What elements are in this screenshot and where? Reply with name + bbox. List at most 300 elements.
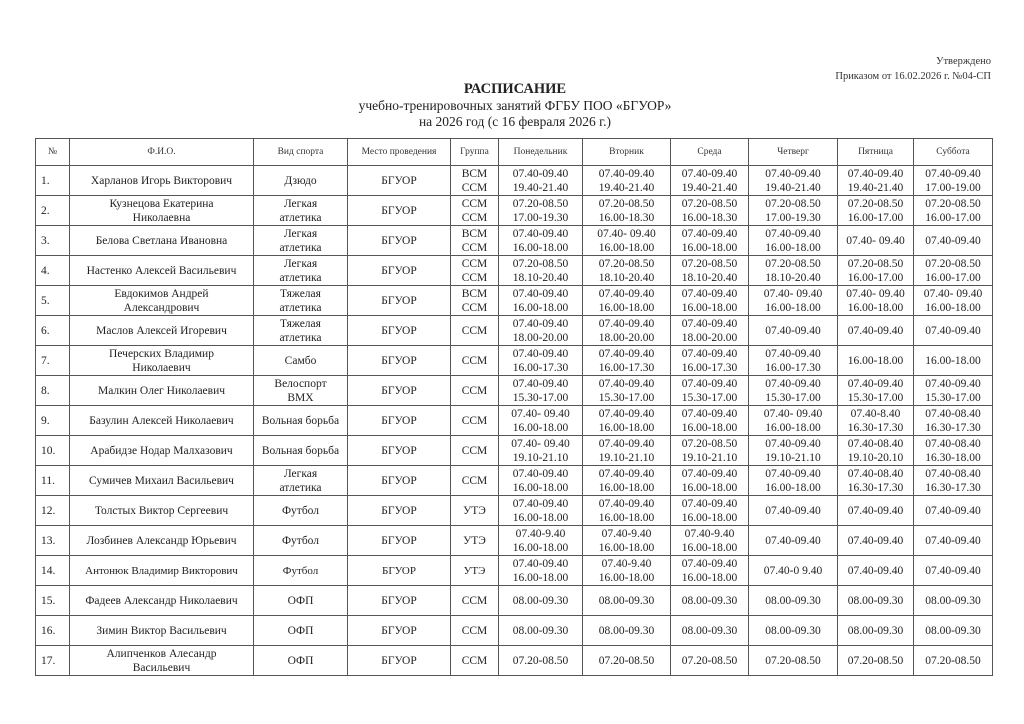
- cell-saturday: [914, 376, 993, 406]
- cell-thursday: [749, 616, 838, 646]
- cell-wednesday: [671, 646, 749, 676]
- table-row: [36, 376, 993, 406]
- cell-sport-line: атлетика: [279, 241, 322, 254]
- cell-wednesday: [671, 286, 749, 316]
- cell-sport-line: атлетика: [279, 331, 322, 344]
- approval-line-1: Утверждено: [936, 56, 991, 67]
- cell-thursday-line: 07.40-09.40: [765, 467, 821, 480]
- cell-tuesday: [583, 376, 671, 406]
- cell-sport-line: Тяжелая: [280, 287, 321, 300]
- cell-group: [451, 226, 499, 256]
- cell-wednesday-line: 16.00-17.30: [681, 361, 738, 374]
- cell-tuesday-line: 07.20-08.50: [598, 654, 655, 667]
- cell-name-line: Фадеев Александр Николаевич: [85, 594, 238, 607]
- cell-wednesday: [671, 316, 749, 346]
- cell-friday-line: 07.40-08.40: [847, 467, 904, 480]
- cell-wednesday: [671, 256, 749, 286]
- cell-thursday-line: 08.00-09.30: [765, 624, 821, 637]
- cell-name: [70, 526, 254, 556]
- cell-wednesday-line: 07.40-09.40: [681, 557, 738, 570]
- cell-monday-line: 07.20-08.50: [512, 654, 569, 667]
- cell-monday: [499, 196, 583, 226]
- cell-tuesday-line: 16.00-18.00: [598, 421, 655, 434]
- cell-group: [451, 616, 499, 646]
- cell-wednesday-line: 07.40-09.40: [681, 317, 738, 330]
- table-row: [36, 166, 993, 196]
- cell-wednesday: [671, 196, 749, 226]
- cell-name-line: Николаевич: [132, 361, 191, 374]
- cell-saturday-line: 07.40-09.40: [925, 377, 981, 390]
- cell-friday-line: 16.00-18.00: [847, 301, 904, 314]
- cell-friday: [838, 286, 914, 316]
- cell-tuesday-line: 19.10-21.10: [598, 451, 655, 464]
- cell-tuesday-line: 18.00-20.00: [598, 331, 655, 344]
- cell-thursday: [749, 316, 838, 346]
- cell-name: [70, 496, 254, 526]
- cell-thursday-line: 07.20-08.50: [765, 197, 821, 210]
- cell-friday: [838, 376, 914, 406]
- cell-saturday: [914, 196, 993, 226]
- cell-thursday-line: 15.30-17.00: [765, 391, 821, 404]
- cell-monday-line: 07.40-9.40: [515, 527, 566, 540]
- cell-saturday-line: 07.40-09.40: [925, 324, 981, 337]
- cell-wednesday-line: 15.30-17.00: [681, 391, 738, 404]
- table-row: [36, 436, 993, 466]
- table-row: [36, 556, 993, 586]
- cell-group: [451, 586, 499, 616]
- cell-name-line: Арабидзе Нодар Малхазович: [90, 444, 233, 457]
- cell-thursday: [749, 406, 838, 436]
- cell-monday-line: 07.20-08.50: [512, 197, 569, 210]
- cell-tuesday: [583, 436, 671, 466]
- cell-saturday: [914, 316, 993, 346]
- cell-monday-line: 16.00-18.00: [512, 511, 569, 524]
- cell-wednesday-line: 07.40-09.40: [681, 377, 738, 390]
- cell-tuesday: [583, 256, 671, 286]
- cell-friday-line: 16.30-17.30: [847, 481, 904, 494]
- cell-group-line: ССМ: [461, 197, 488, 210]
- cell-num: 13.: [36, 526, 70, 556]
- cell-name: [70, 466, 254, 496]
- cell-thursday: [749, 166, 838, 196]
- cell-thursday-line: 19.10-21.10: [765, 451, 821, 464]
- cell-thursday: [749, 286, 838, 316]
- title-main: РАСПИСАНИЕ: [463, 81, 567, 97]
- cell-tuesday-line: 18.10-20.40: [598, 271, 655, 284]
- cell-friday-line: 07.40-09.40: [847, 534, 904, 547]
- header-row: [36, 139, 993, 166]
- cell-thursday: [749, 556, 838, 586]
- cell-thursday-line: 07.40-09.40: [765, 437, 821, 450]
- cell-place: БГУОР: [348, 616, 451, 646]
- cell-friday: [838, 526, 914, 556]
- cell-monday: [499, 616, 583, 646]
- cell-saturday-line: 07.40-08.40: [925, 437, 981, 450]
- header-name: Ф.И.О.: [70, 139, 254, 166]
- cell-monday-line: 16.00-18.00: [512, 481, 569, 494]
- cell-wednesday: [671, 616, 749, 646]
- cell-saturday-line: 16.00-18.00: [925, 301, 981, 314]
- cell-sport-line: Вольная борьба: [261, 414, 340, 427]
- cell-saturday-line: 16.00-17.00: [925, 211, 981, 224]
- cell-saturday-line: 16.30-17.30: [925, 481, 981, 494]
- cell-group-line: ССМ: [461, 241, 488, 254]
- cell-group: [451, 406, 499, 436]
- cell-thursday: [749, 436, 838, 466]
- cell-group-line: ССМ: [461, 301, 488, 314]
- cell-friday: [838, 316, 914, 346]
- cell-place: БГУОР: [348, 526, 451, 556]
- cell-sport: [254, 526, 348, 556]
- cell-name-line: Базулин Алексей Николаевич: [89, 414, 234, 427]
- cell-wednesday-line: 07.20-08.50: [681, 197, 738, 210]
- cell-place: БГУОР: [348, 496, 451, 526]
- cell-wednesday-line: 08.00-09.30: [681, 624, 738, 637]
- cell-wednesday-line: 16.00-18.00: [681, 241, 738, 254]
- cell-tuesday-line: 07.40-09.40: [598, 347, 655, 360]
- cell-saturday-line: 17.00-19.00: [925, 181, 981, 194]
- cell-monday-line: 16.00-18.00: [512, 541, 569, 554]
- cell-group: [451, 436, 499, 466]
- table-row: [36, 226, 993, 256]
- cell-thursday-line: 16.00-18.00: [765, 241, 821, 254]
- cell-name: [70, 616, 254, 646]
- cell-friday-line: 07.40-09.40: [847, 324, 904, 337]
- title-subtitle-2: на 2026 год (с 16 февраля 2026 г.): [418, 114, 612, 129]
- cell-tuesday-line: 07.20-08.50: [598, 197, 655, 210]
- cell-sport-line: атлетика: [279, 301, 322, 314]
- cell-saturday-line: 07.40- 09.40: [923, 287, 983, 300]
- cell-tuesday-line: 16.00-18.00: [598, 511, 655, 524]
- cell-num: 2.: [36, 196, 70, 226]
- cell-wednesday-line: 07.40-09.40: [681, 467, 738, 480]
- cell-group-line: ССМ: [461, 414, 488, 427]
- cell-saturday-line: 16.30-18.00: [925, 451, 981, 464]
- header-group: Группа: [451, 139, 499, 166]
- cell-name-line: Алипченков Алесандр: [106, 647, 217, 660]
- cell-name: [70, 346, 254, 376]
- approval-stamp: [835, 54, 991, 84]
- cell-wednesday: [671, 166, 749, 196]
- cell-friday-line: 07.40-8.40: [850, 407, 901, 420]
- schedule-table: [35, 138, 993, 676]
- cell-wednesday-line: 07.40-09.40: [681, 407, 738, 420]
- cell-saturday: [914, 646, 993, 676]
- cell-place: БГУОР: [348, 286, 451, 316]
- cell-tuesday-line: 16.00-18.00: [598, 241, 655, 254]
- cell-sport-line: Легкая: [283, 467, 318, 480]
- cell-group: [451, 316, 499, 346]
- cell-thursday: [749, 376, 838, 406]
- cell-thursday-line: 07.40-09.40: [765, 324, 821, 337]
- cell-monday: [499, 586, 583, 616]
- cell-tuesday-line: 07.20-08.50: [598, 257, 655, 270]
- cell-wednesday-line: 07.40-9.40: [684, 527, 735, 540]
- cell-tuesday: [583, 316, 671, 346]
- cell-friday: [838, 406, 914, 436]
- cell-saturday: [914, 436, 993, 466]
- cell-name-line: Николаевна: [132, 211, 191, 224]
- cell-thursday-line: 16.00-17.30: [765, 361, 821, 374]
- cell-wednesday-line: 07.20-08.50: [681, 654, 738, 667]
- cell-name: [70, 406, 254, 436]
- cell-tuesday-line: 07.40-09.40: [598, 287, 655, 300]
- cell-monday: [499, 316, 583, 346]
- cell-group-line: ССМ: [461, 624, 488, 637]
- cell-thursday: [749, 646, 838, 676]
- cell-saturday: [914, 286, 993, 316]
- cell-monday-line: 18.10-20.40: [512, 271, 569, 284]
- cell-saturday-line: 07.40-08.40: [925, 407, 981, 420]
- cell-sport-line: Легкая: [283, 257, 318, 270]
- cell-monday: [499, 256, 583, 286]
- cell-tuesday-line: 07.40- 09.40: [597, 227, 656, 240]
- cell-wednesday-line: 07.20-08.50: [681, 437, 738, 450]
- cell-thursday: [749, 256, 838, 286]
- cell-group-line: ВСМ: [461, 227, 488, 240]
- cell-sport: [254, 166, 348, 196]
- cell-tuesday-line: 07.40-9.40: [601, 557, 652, 570]
- cell-sport-line: Тяжелая: [280, 317, 321, 330]
- cell-sport: [254, 556, 348, 586]
- cell-name-line: Печерских Владимир: [109, 347, 214, 360]
- cell-friday-line: 15.30-17.00: [847, 391, 904, 404]
- cell-thursday-line: 07.40- 09.40: [763, 407, 823, 420]
- cell-name: [70, 226, 254, 256]
- cell-friday: [838, 496, 914, 526]
- table-row: [36, 526, 993, 556]
- cell-friday: [838, 436, 914, 466]
- cell-place: БГУОР: [348, 346, 451, 376]
- cell-saturday-line: 16.00-18.00: [925, 354, 981, 367]
- cell-monday-line: 19.10-21.10: [512, 451, 569, 464]
- cell-wednesday: [671, 226, 749, 256]
- approval-line-2: Приказом от 16.02.2026 г. №04-СП: [835, 71, 991, 82]
- cell-saturday-line: 08.00-09.30: [925, 624, 981, 637]
- cell-num: 8.: [36, 376, 70, 406]
- cell-sport-line: Футбол: [281, 504, 320, 517]
- cell-wednesday: [671, 436, 749, 466]
- cell-name: [70, 196, 254, 226]
- cell-group-line: ССМ: [461, 181, 488, 194]
- cell-place: БГУОР: [348, 586, 451, 616]
- cell-name-line: Кузнецова Екатерина: [109, 197, 214, 210]
- cell-tuesday-line: 07.40-09.40: [598, 167, 655, 180]
- header-num: №: [36, 139, 70, 166]
- cell-tuesday-line: 07.40-09.40: [598, 437, 655, 450]
- cell-wednesday: [671, 406, 749, 436]
- cell-tuesday-line: 07.40-09.40: [598, 317, 655, 330]
- cell-thursday: [749, 226, 838, 256]
- cell-thursday-line: 07.20-08.50: [765, 654, 821, 667]
- cell-name-line: Толстых Виктор Сергеевич: [94, 504, 229, 517]
- cell-name-line: Евдокимов Андрей: [114, 287, 209, 300]
- cell-tuesday: [583, 466, 671, 496]
- cell-num: 16.: [36, 616, 70, 646]
- cell-group-line: УТЭ: [463, 564, 486, 577]
- cell-tuesday: [583, 556, 671, 586]
- cell-num: 11.: [36, 466, 70, 496]
- cell-name-line: Настенко Алексей Васильевич: [86, 264, 237, 277]
- cell-group-line: ССМ: [461, 384, 488, 397]
- cell-group: [451, 376, 499, 406]
- cell-num: 12.: [36, 496, 70, 526]
- cell-thursday-line: 17.00-19.30: [765, 211, 821, 224]
- cell-group-line: ВСМ: [461, 287, 488, 300]
- cell-wednesday-line: 07.40-09.40: [681, 347, 738, 360]
- cell-place: БГУОР: [348, 556, 451, 586]
- cell-group-line: ССМ: [461, 271, 488, 284]
- cell-monday: [499, 286, 583, 316]
- cell-sport: [254, 256, 348, 286]
- cell-tuesday-line: 08.00-09.30: [598, 594, 655, 607]
- cell-tuesday-line: 19.40-21.40: [598, 181, 655, 194]
- cell-thursday-line: 07.40-0 9.40: [763, 564, 823, 577]
- cell-sport: [254, 466, 348, 496]
- cell-name: [70, 646, 254, 676]
- cell-num: 10.: [36, 436, 70, 466]
- cell-num: 4.: [36, 256, 70, 286]
- table-row: [36, 496, 993, 526]
- cell-tuesday-line: 16.00-18.00: [598, 571, 655, 584]
- cell-wednesday-line: 19.10-21.10: [681, 451, 738, 464]
- document-title: [300, 81, 730, 130]
- cell-thursday-line: 07.40- 09.40: [763, 287, 823, 300]
- cell-saturday: [914, 166, 993, 196]
- cell-wednesday-line: 07.40-09.40: [681, 287, 738, 300]
- cell-tuesday-line: 16.00-18.00: [598, 301, 655, 314]
- cell-saturday: [914, 226, 993, 256]
- cell-group-line: УТЭ: [463, 504, 486, 517]
- cell-sport: [254, 586, 348, 616]
- cell-group-line: ССМ: [461, 257, 488, 270]
- cell-monday-line: 07.40- 09.40: [511, 437, 570, 450]
- cell-saturday: [914, 556, 993, 586]
- header-thursday: Четверг: [749, 139, 838, 166]
- cell-saturday-line: 07.40-08.40: [925, 467, 981, 480]
- cell-wednesday-line: 07.40-09.40: [681, 227, 738, 240]
- cell-friday-line: 08.00-09.30: [847, 624, 904, 637]
- cell-sport-line: Легкая: [283, 197, 318, 210]
- cell-friday-line: 19.40-21.40: [847, 181, 904, 194]
- cell-monday-line: 07.40-09.40: [512, 377, 569, 390]
- cell-sport-line: Дзюдо: [284, 174, 317, 187]
- cell-monday-line: 07.20-08.50: [512, 257, 569, 270]
- cell-num: 9.: [36, 406, 70, 436]
- cell-saturday-line: 07.20-08.50: [925, 654, 981, 667]
- cell-monday: [499, 436, 583, 466]
- cell-monday: [499, 526, 583, 556]
- cell-monday-line: 16.00-17.30: [512, 361, 569, 374]
- cell-num: 6.: [36, 316, 70, 346]
- cell-saturday: [914, 346, 993, 376]
- cell-friday: [838, 196, 914, 226]
- cell-tuesday: [583, 496, 671, 526]
- cell-monday: [499, 496, 583, 526]
- cell-saturday: [914, 406, 993, 436]
- cell-monday: [499, 376, 583, 406]
- cell-saturday-line: 16.30-17.30: [925, 421, 981, 434]
- cell-tuesday: [583, 646, 671, 676]
- cell-thursday-line: 07.40-09.40: [765, 377, 821, 390]
- cell-monday: [499, 556, 583, 586]
- cell-group-line: ССМ: [461, 324, 488, 337]
- cell-name: [70, 436, 254, 466]
- cell-sport: [254, 646, 348, 676]
- cell-saturday-line: 07.20-08.50: [925, 257, 981, 270]
- cell-group-line: ВСМ: [461, 167, 488, 180]
- cell-saturday: [914, 586, 993, 616]
- cell-group-line: ССМ: [461, 594, 488, 607]
- cell-group: [451, 196, 499, 226]
- cell-place: БГУОР: [348, 226, 451, 256]
- cell-friday-line: 07.40-08.40: [847, 437, 904, 450]
- cell-friday: [838, 166, 914, 196]
- cell-thursday-line: 16.00-18.00: [765, 421, 821, 434]
- cell-tuesday-line: 07.40-09.40: [598, 377, 655, 390]
- cell-monday-line: 07.40-09.40: [512, 167, 569, 180]
- cell-tuesday-line: 07.40-09.40: [598, 497, 655, 510]
- cell-tuesday-line: 16.00-17.30: [598, 361, 655, 374]
- cell-friday-line: 07.20-08.50: [847, 654, 904, 667]
- cell-thursday-line: 08.00-09.30: [765, 594, 821, 607]
- cell-monday-line: 08.00-09.30: [512, 624, 569, 637]
- cell-num: 15.: [36, 586, 70, 616]
- cell-name-line: Антонюк Владимир Викторович: [85, 564, 238, 577]
- cell-thursday: [749, 346, 838, 376]
- cell-wednesday-line: 16.00-18.00: [681, 301, 738, 314]
- cell-monday-line: 07.40- 09.40: [511, 407, 570, 420]
- cell-place: БГУОР: [348, 406, 451, 436]
- header-wednesday: Среда: [671, 139, 749, 166]
- cell-sport-line: Легкая: [283, 227, 318, 240]
- table-row: [36, 256, 993, 286]
- cell-friday-line: 08.00-09.30: [847, 594, 904, 607]
- cell-saturday: [914, 526, 993, 556]
- cell-saturday-line: 07.20-08.50: [925, 197, 981, 210]
- cell-sport: [254, 286, 348, 316]
- cell-sport-line: атлетика: [279, 271, 322, 284]
- cell-monday-line: 16.00-18.00: [512, 421, 569, 434]
- cell-sport-line: ОФП: [287, 594, 314, 607]
- cell-wednesday-line: 16.00-18.00: [681, 481, 738, 494]
- cell-place: БГУОР: [348, 316, 451, 346]
- cell-tuesday: [583, 346, 671, 376]
- cell-thursday-line: 16.00-18.00: [765, 301, 821, 314]
- cell-wednesday-line: 19.40-21.40: [681, 181, 738, 194]
- cell-wednesday: [671, 556, 749, 586]
- cell-group-line: ССМ: [461, 211, 488, 224]
- header-tuesday: Вторник: [583, 139, 671, 166]
- cell-saturday-line: 07.40-09.40: [925, 564, 981, 577]
- cell-friday: [838, 616, 914, 646]
- cell-place: БГУОР: [348, 166, 451, 196]
- cell-monday-line: 18.00-20.00: [512, 331, 569, 344]
- cell-wednesday: [671, 496, 749, 526]
- cell-friday-line: 07.40- 09.40: [846, 234, 905, 247]
- cell-monday-line: 07.40-09.40: [512, 227, 569, 240]
- cell-friday-line: 07.40-09.40: [847, 504, 904, 517]
- cell-monday-line: 17.00-19.30: [512, 211, 569, 224]
- cell-monday-line: 08.00-09.30: [512, 594, 569, 607]
- cell-tuesday: [583, 526, 671, 556]
- cell-friday-line: 07.40- 09.40: [846, 287, 905, 300]
- cell-name: [70, 376, 254, 406]
- cell-wednesday: [671, 466, 749, 496]
- cell-group: [451, 286, 499, 316]
- header-friday: Пятница: [838, 139, 914, 166]
- cell-name-line: Васильевич: [132, 661, 191, 674]
